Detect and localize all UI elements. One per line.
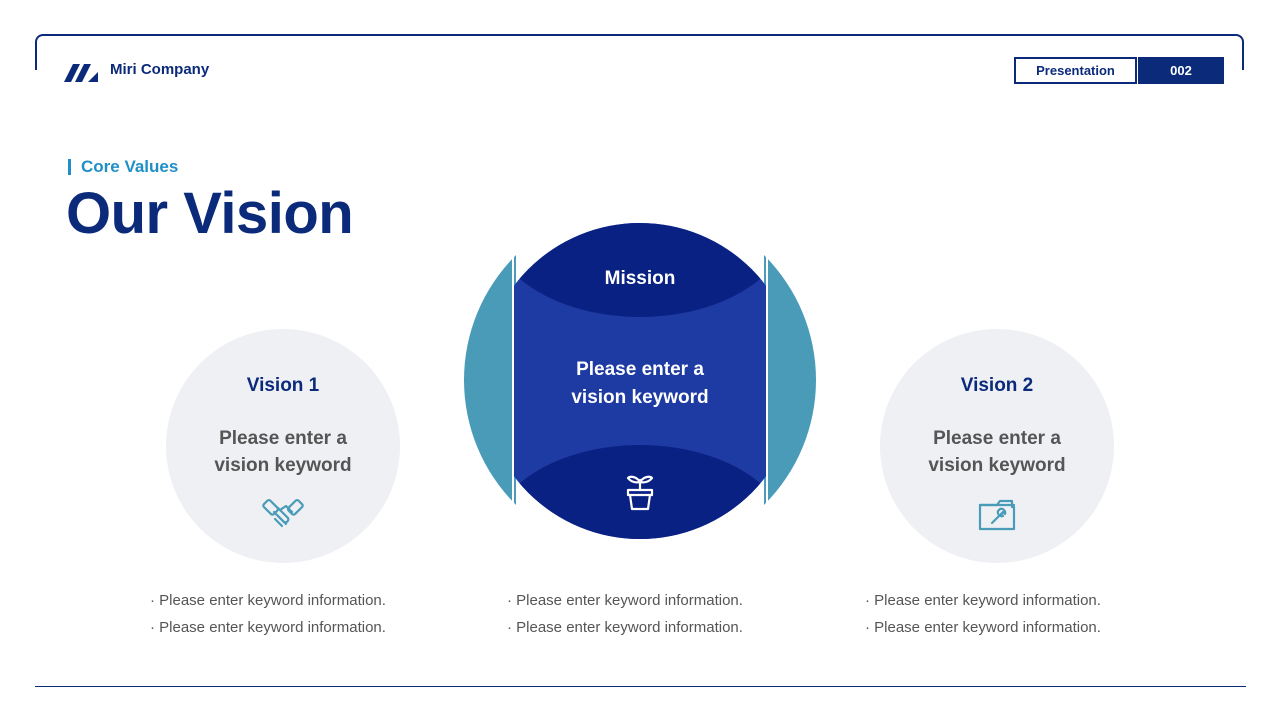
vision1-text-line1: Please enter a [219,428,347,449]
footer-divider [35,686,1246,687]
section-subtitle: Core Values [81,157,179,176]
vision2-text [880,425,1114,479]
bullet-item: · Please enter keyword information. [507,619,743,636]
vision1-title: Vision 1 [246,375,320,396]
mission-text-line2: vision keyword [571,387,709,408]
bullet-item: · Please enter keyword information. [865,619,1101,636]
vision1-circle [166,329,400,563]
presentation-tag: Presentation [1014,57,1137,84]
vision2-text-line2: vision keyword [928,455,1066,476]
company-logo-icon [64,60,100,84]
page-title: Our Vision [66,181,354,246]
mission-bullets [507,587,807,641]
handshake-icon [262,493,304,535]
plant-pot-icon [622,472,658,512]
mission-text-line1: Please enter a [576,359,704,380]
bullet-item: · Please enter keyword information. [150,619,386,636]
vision2-text-line1: Please enter a [933,428,1061,449]
mission-title: Mission [604,268,676,289]
subtitle-accent-bar [68,159,71,175]
vision1-bullets [150,587,450,641]
bullet-item: · Please enter keyword information. [507,592,743,609]
vision1-text [166,425,400,479]
vision2-bullets [865,587,1165,641]
folder-wrench-icon [976,493,1018,535]
bullet-item: · Please enter keyword information. [865,592,1101,609]
mission-text [540,356,740,412]
vision2-title: Vision 2 [960,375,1034,396]
page-number: 002 [1138,57,1224,84]
vision1-text-line2: vision keyword [214,455,352,476]
vision2-circle [880,329,1114,563]
company-name: Miri Company [110,61,210,78]
bullet-item: · Please enter keyword information. [150,592,386,609]
